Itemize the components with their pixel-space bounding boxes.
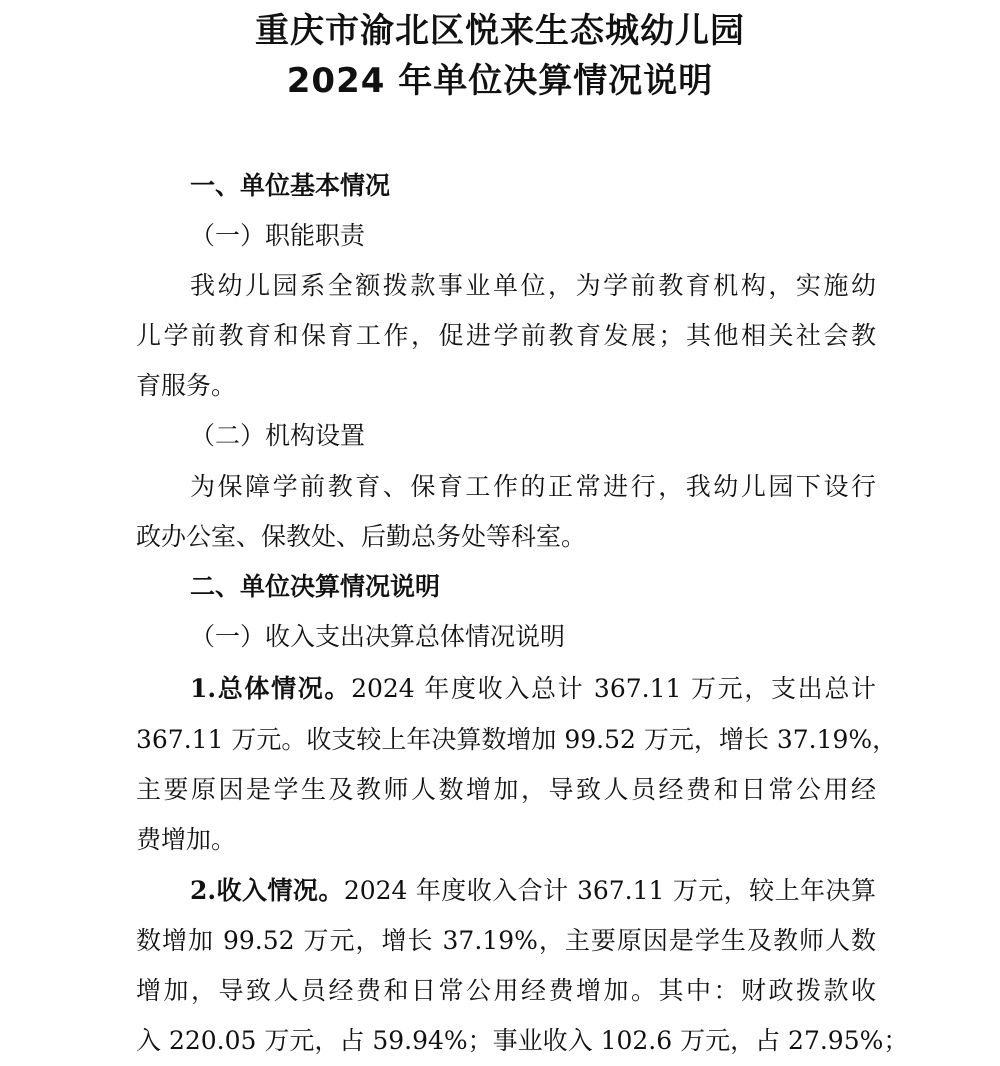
section2-heading: 二、单位决算情况说明 (190, 572, 441, 601)
section1-sub2-line: 政办公室、保教处、后勤总务处等科室。 (136, 522, 587, 551)
paragraph-overall-line: 主要原因是学生及教师人数增加，导致人员经费和日常公用经 (136, 775, 876, 804)
paragraph-overall-lead: 1.总体情况。 (190, 674, 352, 703)
section1-sub1-heading: （一）职能职责 (190, 221, 366, 250)
paragraph-income-line: 入 220.05 万元，占 59.94%；事业收入 102.6 万元，占 27.95%； (136, 1026, 909, 1055)
section2-sub1-heading: （一）收入支出决算总体情况说明 (190, 622, 566, 651)
paragraph-overall-line: 费增加。 (136, 825, 237, 854)
document-title-line2: 2024 年单位决算情况说明 (286, 61, 714, 101)
section1-sub1-line: 儿学前教育和保育工作，促进学前教育发展；其他相关社会教 (136, 321, 876, 350)
section1-sub1-line: 育服务。 (136, 371, 237, 400)
section1-sub2-line: 为保障学前教育、保育工作的正常进行，我幼儿园下设行 (190, 472, 876, 501)
section1-sub2-heading: （二）机构设置 (190, 421, 366, 450)
paragraph-overall-line: 367.11 万元。收支较上年决算数增加 99.52 万元，增长 37.19%， (136, 725, 898, 754)
document-title-line1: 重庆市渝北区悦来生态城幼儿园 (255, 11, 745, 51)
paragraph-income-lead: 2.收入情况。 (190, 876, 344, 905)
paragraph-overall-line1 (190, 664, 876, 714)
section1-sub1-line: 我幼儿园系全额拨款事业单位，为学前教育机构，实施幼 (190, 271, 876, 300)
paragraph-income-text: 2024 年度收入合计 367.11 万元，较上年决算 (343, 876, 876, 905)
paragraph-income-line1 (190, 866, 876, 916)
paragraph-overall-text: 2024 年度收入总计 367.11 万元，支出总计 (351, 674, 876, 703)
section1-heading: 一、单位基本情况 (190, 171, 391, 200)
paragraph-income-line: 增加，导致人员经费和日常公用经费增加。其中：财政拨款收 (136, 976, 876, 1005)
paragraph-income-line: 数增加 99.52 万元，增长 37.19%，主要原因是学生及教师人数 (136, 926, 876, 955)
